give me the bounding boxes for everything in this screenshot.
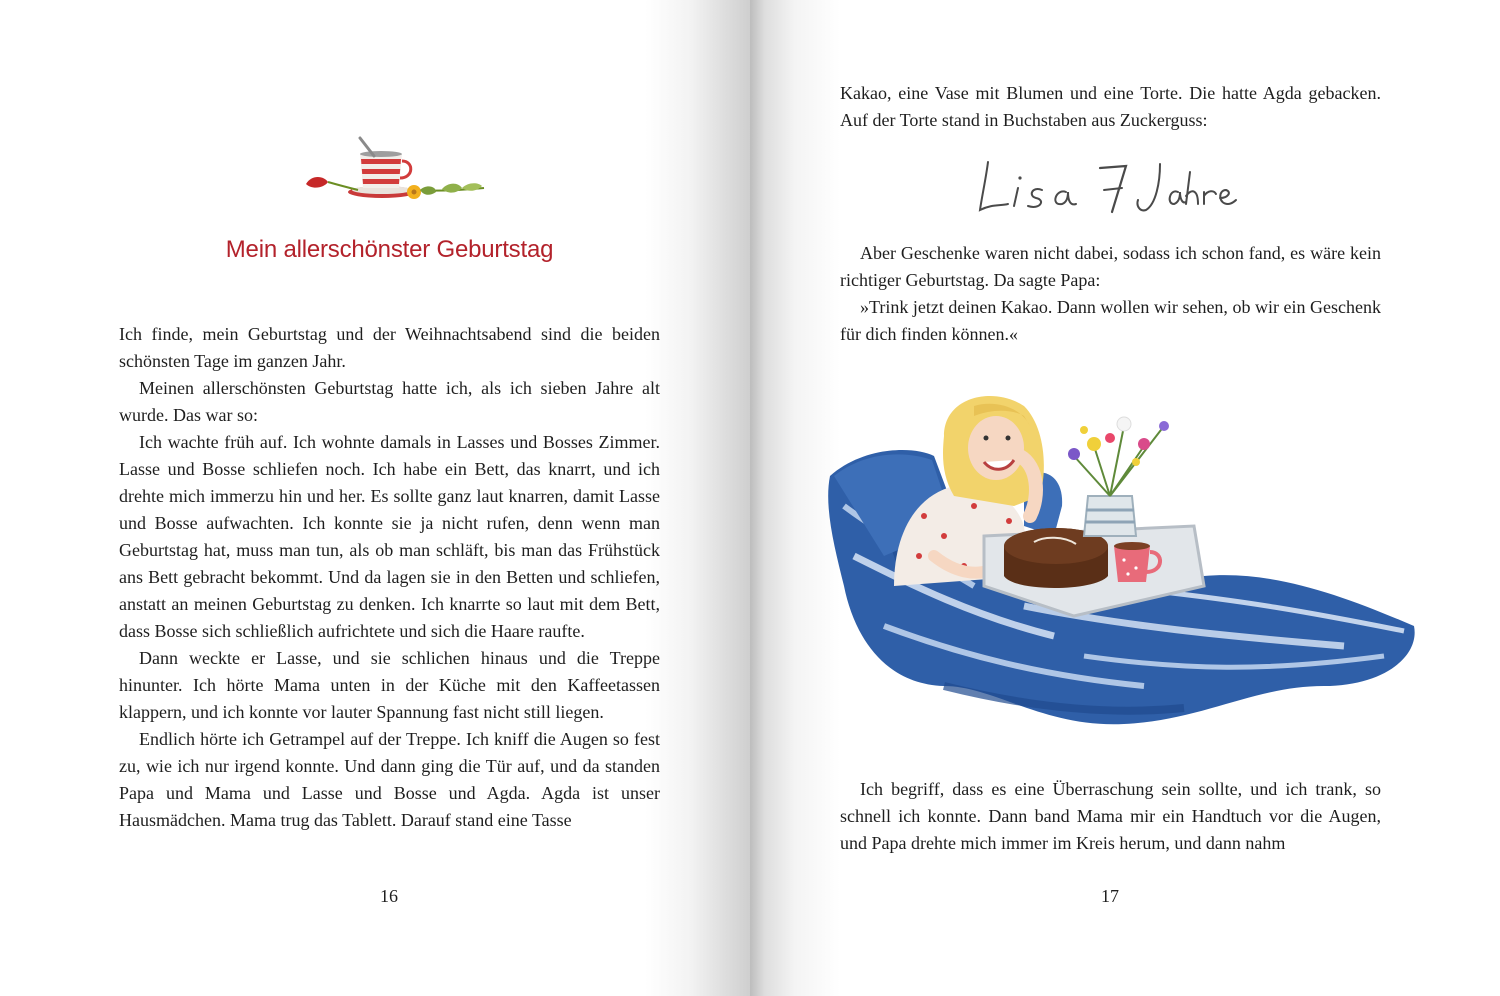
page-number-right: 17 bbox=[1101, 886, 1119, 906]
paragraph: Endlich hörte ich Getrampel auf der Treppe. Ich kniff die Augen so fest zu, wie ich nur irgend konnte. Und dann ging die Tür auf, und da standen Papa und Mama und Lasse und Bosse und Agda. Agda ist unser Hausmädchen. Mama trug das Tablett. Darauf stand eine Tasse bbox=[119, 729, 660, 830]
breakfast-in-bed-illustration bbox=[824, 386, 1422, 730]
left-page-text bbox=[119, 321, 660, 834]
page-number-left: 16 bbox=[380, 886, 398, 906]
paragraph: Kakao, eine Vase mit Blumen und eine Torte. Die hatte Agda gebacken. Auf der Torte stand in Buchstaben aus Zuckerguss: bbox=[840, 83, 1381, 130]
paragraph: Meinen allerschönsten Geburtstag hatte ich, als ich sieben Jahre alt wurde. Das war so: bbox=[119, 378, 660, 425]
chapter-title: Mein allerschönster Geburtstag bbox=[225, 236, 554, 263]
right-page-text-bottom bbox=[840, 776, 1381, 857]
paragraph: Ich begriff, dass es eine Überraschung sein sollte, und ich trank, so schnell ich konnte. Dann band Mama mir ein Handtuch vor die Augen, und Papa drehte mich immer im Kreis herum, und dann nahm bbox=[840, 779, 1381, 853]
paragraph: Ich wachte früh auf. Ich wohnte damals in Lasses und Bosses Zimmer. Lasse und Bosse schliefen noch. Ich habe ein Bett, das knarrt, und ich drehte mich immerzu hin und her. Es sollte ganz laut knarren, damit Lasse und Bosse aufwachten. Ich konnte sie ja nicht rufen, denn wenn man Geburtstag hat, muss man tun, als ob man schläft, bis man das Frühstück ans Bett gebracht bekommt. Und da lagen sie in den Betten und schliefen, anstatt an meinen Geburtstag zu denken. Ich knarrte so laut mit dem Bett, dass Bosse sich schließlich aufrichtete und sich die Haare raufte. bbox=[119, 432, 660, 641]
cup-flower-vignette bbox=[302, 134, 488, 206]
paragraph: Aber Geschenke waren nicht dabei, sodass ich schon fand, es wäre kein richtiger Geburtstag. Da sagte Papa: bbox=[840, 243, 1381, 290]
cake-inscription-handwriting bbox=[974, 152, 1240, 218]
right-page-text-middle bbox=[840, 240, 1381, 348]
right-page-text-top bbox=[840, 80, 1381, 134]
paragraph: Ich finde, mein Geburtstag und der Weihnachtsabend sind die beiden schönsten Tage im ganzen Jahr. bbox=[119, 324, 660, 371]
paragraph: »Trink jetzt deinen Kakao. Dann wollen wir sehen, ob wir ein Geschenk für dich finden können.« bbox=[840, 297, 1381, 344]
paragraph: Dann weckte er Lasse, und sie schlichen hinaus und die Treppe hinunter. Ich hörte Mama unten in der Küche mit den Kaffeetassen klappern, und ich konnte vor lauter Spannung fast nicht still liegen. bbox=[119, 648, 660, 722]
